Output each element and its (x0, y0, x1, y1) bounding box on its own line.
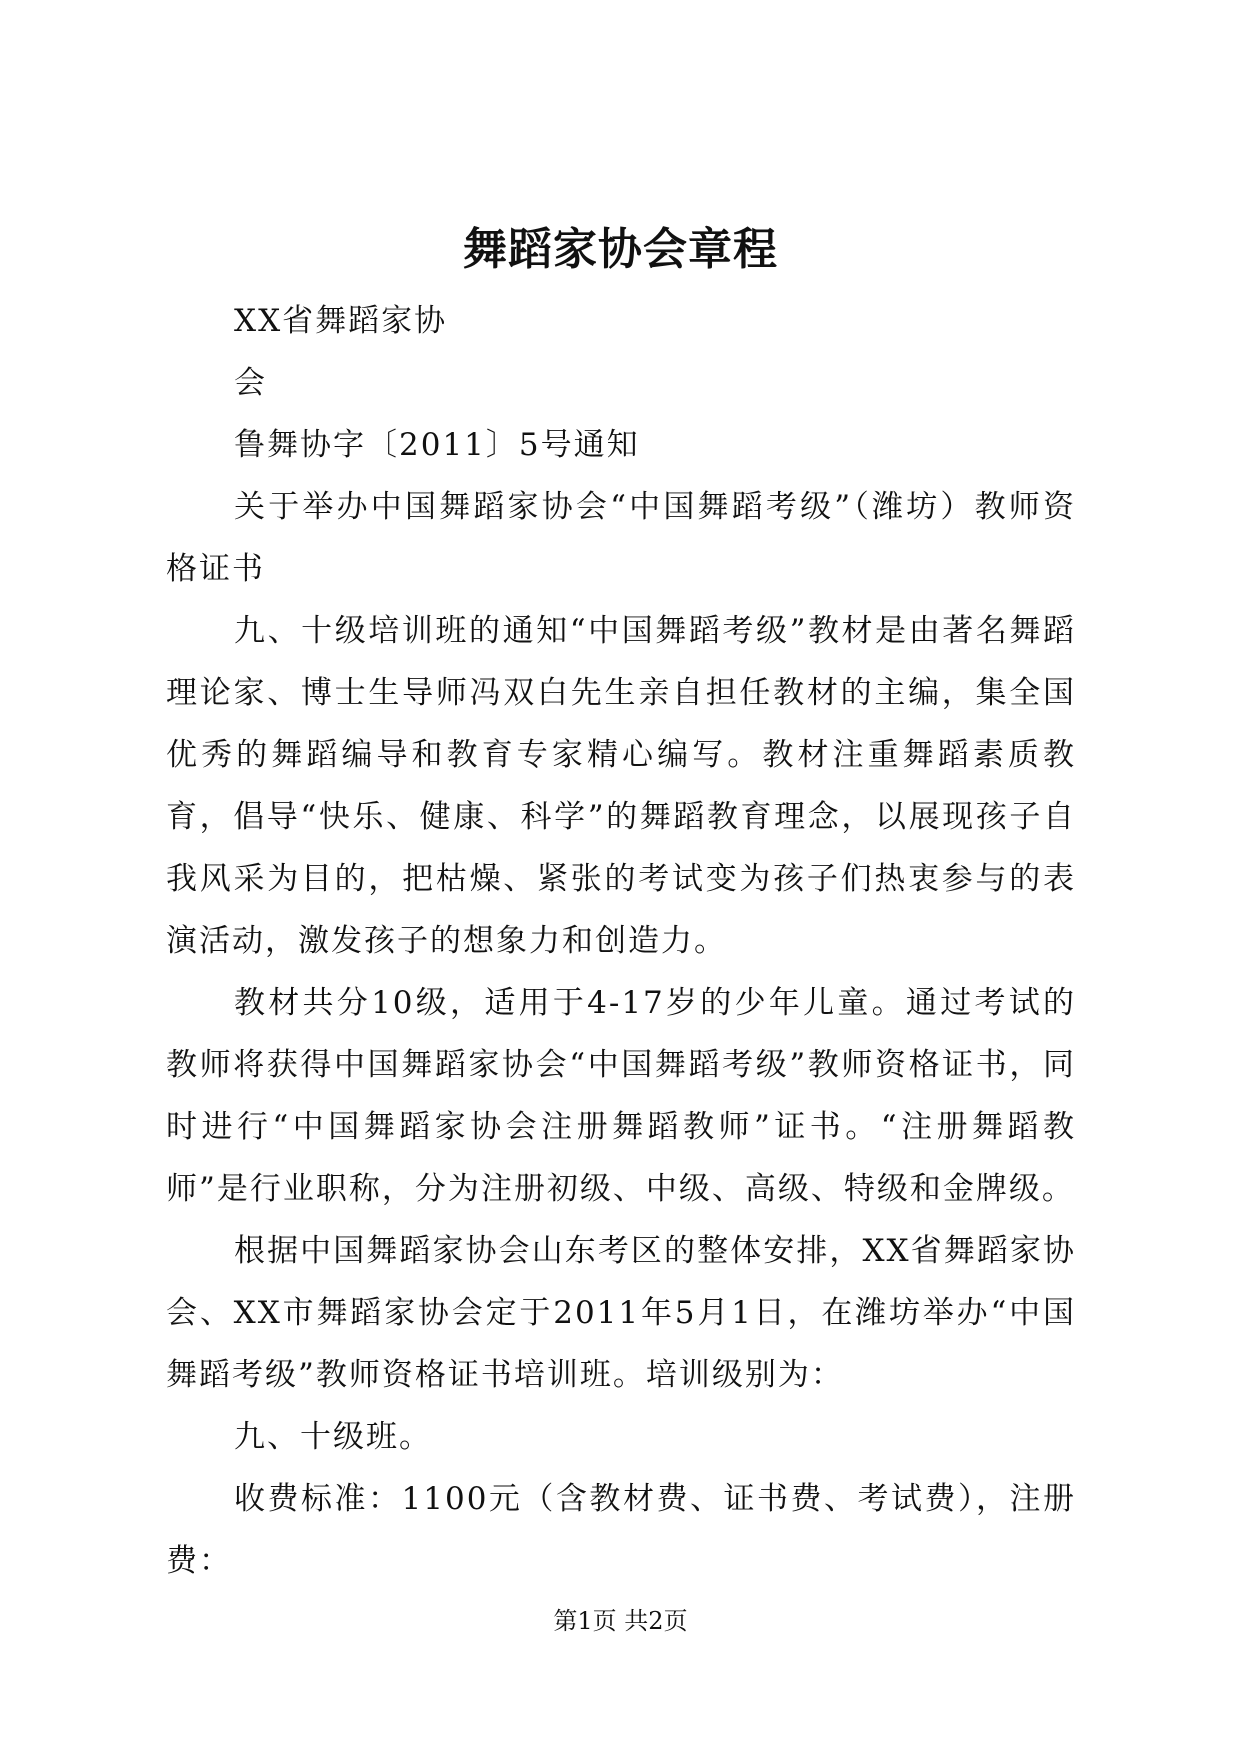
page-footer: 第1页 共2页 (553, 1607, 688, 1635)
paragraph-arrangement: 根据中国舞蹈家协会山东考区的整体安排，XX省舞蹈家协会、XX市舞蹈家协会定于2011年5月1日，在潍坊举办“中国舞蹈考级”教师资格证书培训班。培训级别为： (166, 1233, 1076, 1393)
paragraph-notice-number: 鲁舞协字〔2011〕5号通知 (234, 427, 640, 463)
paragraph-class-level: 九、十级班。 (234, 1419, 432, 1455)
paragraph-course-intro: 九、十级培训班的通知“中国舞蹈考级”教材是由著名舞蹈理论家、博士生导师冯双白先生亲自担任教材的主编，集全国优秀的舞蹈编导和教育专家精心编写。教材注重舞蹈素质教育，倡导“快乐、健康、科学”的舞蹈教育理念，以展现孩子自我风采为目的，把枯燥、紧张的考试变为孩子们热衷参与的表演活动，激发孩子的想象力和创造力。 (166, 613, 1076, 959)
paragraph-org-line-1: XX省舞蹈家协 (234, 303, 448, 339)
paragraph-notice-subject: 关于举办中国舞蹈家协会“中国舞蹈考级”（潍坊）教师资格证书 (166, 489, 1076, 587)
document-title: 舞蹈家协会章程 (463, 224, 778, 275)
paragraph-fees: 收费标准：1100元（含教材费、证书费、考试费），注册费： (166, 1481, 1076, 1579)
paragraph-course-levels: 教材共分10级，适用于4-17岁的少年儿童。通过考试的教师将获得中国舞蹈家协会“中国舞蹈考级”教师资格证书，同时进行“中国舞蹈家协会注册舞蹈教师”证书。“注册舞蹈教师”是行业职称，分为注册初级、中级、高级、特级和金牌级。 (166, 985, 1076, 1207)
document-body (166, 290, 1076, 1592)
paragraph-org-line-2: 会 (234, 365, 267, 401)
